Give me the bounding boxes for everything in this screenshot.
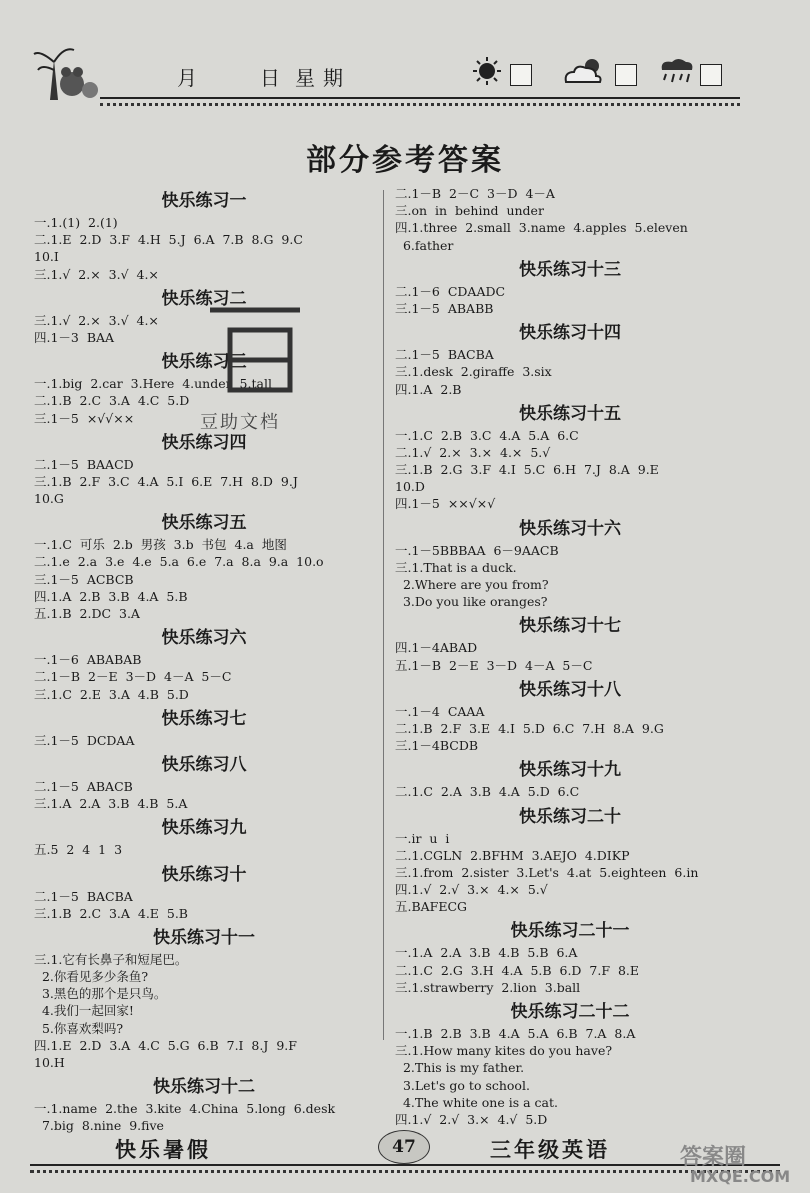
answer-line: 2.This is my father. <box>395 1060 525 1076</box>
page-title: 部分参考答案 <box>306 143 504 178</box>
column-divider <box>383 190 384 1040</box>
section-heading: 快乐练习十七 <box>519 616 621 637</box>
section-heading: 快乐练习四 <box>161 432 247 453</box>
answer-line: 三.1－5 DCDAA <box>34 732 135 748</box>
answer-line: 二.1－B 2－E 3－D 4－A 5－C <box>34 669 232 685</box>
answer-line: 二.1－5 BACBA <box>34 888 133 904</box>
answer-line: 一.1－6 ABABAB <box>34 652 142 668</box>
watermark-logo: 答案圈 <box>680 1145 747 1170</box>
answer-line: 一.1.(1) 2.(1) <box>34 215 118 230</box>
section-heading: 快乐练习二十一 <box>510 921 630 942</box>
answer-line: 二.1.B 2.C 3.A 4.C 5.D <box>34 393 190 409</box>
answer-line: 三.1.strawberry 2.lion 3.ball <box>395 979 581 995</box>
answer-line: 三.1.B 2.F 3.C 4.A 5.I 6.E 7.H 8.D 9.J <box>34 473 298 489</box>
header-dotted-rule <box>100 103 740 106</box>
answer-line: 二.1－5 BACBA <box>395 347 494 363</box>
answer-line: 3.Do you like oranges? <box>395 594 548 610</box>
section-heading: 快乐练习十三 <box>519 259 621 280</box>
page-header <box>30 40 740 110</box>
section-heading: 快乐练习三 <box>161 352 247 373</box>
answer-line: 四.1－4ABAD <box>395 640 478 656</box>
section-heading: 快乐练习二十 <box>519 806 621 827</box>
answer-line: 三.1.from 2.sister 3.Let's 4.at 5.eighteen 6.in <box>395 864 699 880</box>
answer-line: 三.1.C 2.E 3.A 4.B 5.D <box>34 686 189 702</box>
answer-line: 三.1.How many kites do you have? <box>395 1043 613 1059</box>
answer-line: 四.1.√ 2.√ 3.× 4.× 5.√ <box>395 882 548 898</box>
answer-line: 二.1.E 2.D 3.F 4.H 5.J 6.A 7.B 8.G 9.C <box>34 232 303 248</box>
answer-line: 二.1.√ 2.× 3.× 4.× 5.√ <box>395 444 551 460</box>
answer-line: 二.1－B 2－C 3－D 4－A <box>395 186 555 201</box>
answer-line: 二.1.CGLN 2.BFHM 3.AEJO 4.DIKP <box>395 847 630 863</box>
answer-line: 一.1－4 CAAA <box>395 703 485 719</box>
section-heading: 快乐练习十二 <box>153 1077 255 1098</box>
cloudy-icon <box>562 56 608 86</box>
answer-line: 三.1－4BCDB <box>395 738 479 754</box>
footer-left-text: 快乐暑假 <box>115 1138 211 1162</box>
footer-dotted-rule <box>30 1170 780 1173</box>
answer-line: 6.father <box>395 237 454 253</box>
section-heading: 快乐练习十五 <box>519 403 621 424</box>
answer-line: 3.黑色的那个是只鸟。 <box>34 986 167 1002</box>
answer-line: 四.1.√ 2.√ 3.× 4.√ 5.D <box>395 1111 548 1127</box>
day-label: 日 <box>260 66 280 90</box>
answer-line: 五.1.B 2.DC 3.A <box>34 606 140 621</box>
footer-right-text: 三年级英语 <box>490 1138 610 1162</box>
section-heading: 快乐练习十八 <box>519 679 621 700</box>
answer-line: 二.1－6 CDAADC <box>395 283 506 299</box>
answer-line: 四.1.three 2.small 3.name 4.apples 5.eleven <box>395 220 688 236</box>
section-heading: 快乐练习八 <box>161 754 247 775</box>
answer-line: 四.1.A 2.B <box>395 381 462 397</box>
answer-line: 二.1.e 2.a 3.e 4.e 5.a 6.e 7.a 8.a 9.a 10.o <box>34 554 324 570</box>
answer-line: 四.1－5 ××√×√ <box>395 496 496 512</box>
rain-icon <box>658 56 694 86</box>
header-rule <box>100 97 740 99</box>
answer-line: 二.1－5 BAACD <box>34 456 134 472</box>
answer-line: 三.1.√ 2.× 3.√ 4.× <box>34 266 159 282</box>
weekday-label-2: 期 <box>323 66 343 90</box>
section-heading: 快乐练习一 <box>161 191 247 211</box>
section-heading: 快乐练习十六 <box>519 518 621 539</box>
answer-line: 三.1.B 2.G 3.F 4.I 5.C 6.H 7.J 8.A 9.E <box>395 462 659 478</box>
answer-line: 三.1.√ 2.× 3.√ 4.× <box>34 312 159 328</box>
right-column <box>395 185 745 1128</box>
section-heading: 快乐练习九 <box>161 818 247 839</box>
answer-line: 一.1.C 2.B 3.C 4.A 5.A 6.C <box>395 427 579 443</box>
page-footer <box>30 1130 780 1170</box>
answer-line: 五.1－B 2－E 3－D 4－A 5－C <box>395 657 593 673</box>
answer-line: 一.1.C 可乐 2.b 男孩 3.b 书包 4.a 地图 <box>34 537 287 553</box>
answer-line: 一.1.B 2.B 3.B 4.A 5.A 6.B 7.A 8.A <box>395 1026 636 1041</box>
page-number: 47 <box>378 1130 430 1164</box>
answer-line: 五.5 2 4 1 3 <box>34 842 123 858</box>
sun-icon <box>472 56 502 86</box>
answer-line: 三.1.它有长鼻子和短尾巴。 <box>34 951 188 967</box>
rainy-checkbox[interactable] <box>700 64 722 86</box>
answer-line: 三.1.A 2.A 3.B 4.B 5.A <box>34 796 188 812</box>
month-label: 月 <box>177 66 197 90</box>
date-fields <box>145 58 405 92</box>
section-heading: 快乐练习二十二 <box>510 1002 630 1022</box>
answer-line: 10.I <box>34 249 59 265</box>
answer-line: 一.ir u i <box>395 830 450 846</box>
answer-line: 10.H <box>34 1055 65 1070</box>
sunny-checkbox[interactable] <box>510 64 532 86</box>
section-heading: 快乐练习十四 <box>519 323 621 344</box>
section-heading: 快乐练习十一 <box>153 927 255 948</box>
answer-line: 三.1.That is a duck. <box>395 559 517 575</box>
footer-rule <box>30 1164 780 1166</box>
answer-line: 三.1－5 ABABB <box>395 300 494 316</box>
answer-line: 4.The white one is a cat. <box>395 1094 558 1110</box>
answer-line: 三.1－5 ACBCB <box>34 571 134 587</box>
answer-line: 3.Let's go to school. <box>395 1077 530 1093</box>
answer-line: 一.1.big 2.car 3.Here 4.under 5.tall <box>34 376 272 392</box>
answer-line: 一.1－5BBBAA 6－9AACB <box>395 542 559 558</box>
answer-line: 10.G <box>34 491 64 507</box>
answer-line: 四.1－3 BAA <box>34 329 115 345</box>
tree-illustration <box>30 40 100 106</box>
section-heading: 快乐练习十 <box>161 864 247 885</box>
answer-line: 五.BAFECG <box>395 899 468 915</box>
answer-line: 二.1－5 ABACB <box>34 778 133 794</box>
section-heading: 快乐练习五 <box>161 513 247 534</box>
section-heading: 快乐练习七 <box>161 708 247 729</box>
answer-line: 二.1.C 2.A 3.B 4.A 5.D 6.C <box>395 784 580 800</box>
answer-line: 2.你看见多少条鱼? <box>34 969 149 985</box>
cloudy-checkbox[interactable] <box>615 64 637 86</box>
answer-line: 三.1.desk 2.giraffe 3.six <box>395 364 552 380</box>
answer-line: 2.Where are you from? <box>395 577 549 592</box>
answer-line: 四.1.E 2.D 3.A 4.C 5.G 6.B 7.I 8.J 9.F <box>34 1037 297 1053</box>
answer-line: 一.1.A 2.A 3.B 4.B 5.B 6.A <box>395 945 578 961</box>
answer-line: 二.1.B 2.F 3.E 4.I 5.D 6.C 7.H 8.A 9.G <box>395 720 664 736</box>
answer-line: 四.1.A 2.B 3.B 4.A 5.B <box>34 588 188 604</box>
answer-line: 7.big 8.nine 9.five <box>34 1118 164 1134</box>
answer-line: 一.1.name 2.the 3.kite 4.China 5.long 6.desk <box>34 1101 336 1117</box>
answer-line: 二.1.C 2.G 3.H 4.A 5.B 6.D 7.F 8.E <box>395 962 639 978</box>
answer-line: 4.我们一起回家! <box>34 1003 134 1019</box>
answer-line: 三.on in behind under <box>395 203 544 219</box>
answer-line: 10.D <box>395 479 425 495</box>
answer-line: 三.1－5 ×√√×× <box>34 410 135 426</box>
answer-line: 5.你喜欢梨吗? <box>34 1020 124 1036</box>
stamp-text: 豆助文档 <box>200 412 280 433</box>
section-heading: 快乐练习六 <box>161 628 247 649</box>
answer-line: 三.1.B 2.C 3.A 4.E 5.B <box>34 905 188 921</box>
section-heading: 快乐练习十九 <box>519 760 621 781</box>
watermark-url: MXQE.COM <box>690 1167 791 1186</box>
section-heading: 快乐练习二 <box>161 288 247 309</box>
weekday-label-1: 星 <box>295 66 315 90</box>
